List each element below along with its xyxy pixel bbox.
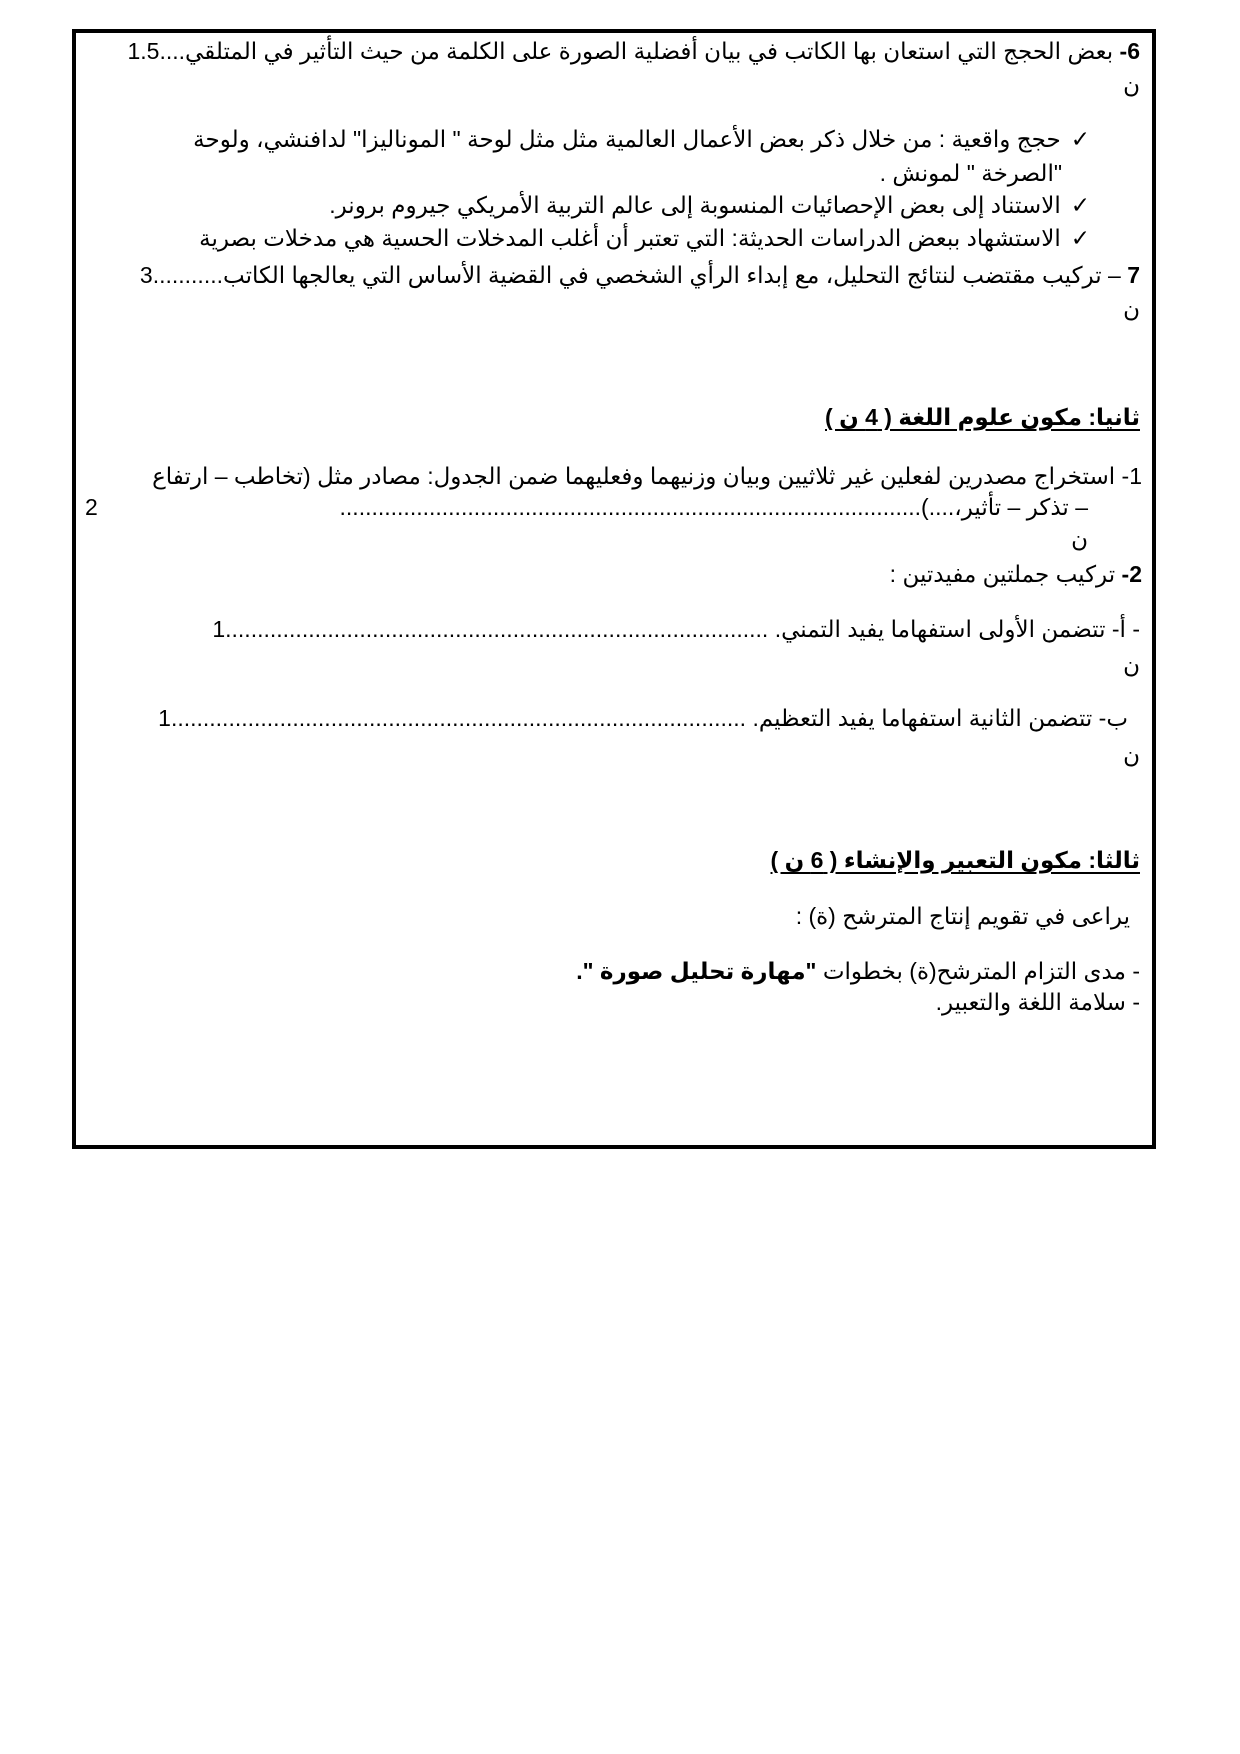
q6-item-3 xyxy=(199,223,1090,253)
s2-q1-line1 xyxy=(152,461,1142,491)
s2-q2-line xyxy=(890,559,1142,589)
section2-heading: ثانيا: مكون علوم اللغة ( 4 ن ) xyxy=(825,404,1140,430)
s2-q2-number: 2- xyxy=(1121,561,1142,587)
s2-q1-number: 1- xyxy=(1121,463,1142,489)
q6-item-3-text: الاستشهاد ببعض الدراسات الحديثة: التي تعتبر أن أغلب المدخلات الحسية هي مدخلات بصرية xyxy=(199,225,1061,251)
s3-criteria-1-bold: "مهارة تحليل صورة ". xyxy=(576,958,817,984)
s2-q2-a-unit: ن xyxy=(1123,652,1140,678)
s2-q2-a-score: 1 xyxy=(212,616,226,642)
checkmark-icon: ✓ xyxy=(1070,192,1090,218)
q6-item-2 xyxy=(329,190,1090,220)
s2-q1-unit: ن xyxy=(1071,526,1088,552)
s2-q2-b-score: 1 xyxy=(158,705,171,731)
s2-q2-a-line xyxy=(212,614,1140,644)
s3-intro: يراعى في تقويم إنتاج المترشح (ة) : xyxy=(795,903,1130,929)
s3-criteria-2: - سلامة اللغة والتعبير. xyxy=(935,989,1140,1015)
s2-q1-score: 2 xyxy=(85,494,98,520)
s2-q2-b-line xyxy=(158,703,1128,733)
q7-line xyxy=(140,260,1140,290)
q6-item-1-cont: "الصرخة " لمونش . xyxy=(879,160,1062,186)
s2-q1-line2 xyxy=(340,492,1088,522)
q6-score: 1.5 xyxy=(127,38,160,64)
s2-q1-dots: ........................................................................................... xyxy=(339,494,922,520)
q7-text: – تركيب مقتضب لنتائج التحليل، مع إبداء الرأي الشخصي في القضية الأساس التي يعالجها الكاتب xyxy=(223,262,1121,288)
checkmark-icon: ✓ xyxy=(1070,225,1090,251)
q7-score: 3 xyxy=(139,262,153,288)
s2-q2-a-text: - أ- تتضمن الأولى استفهاما يفيد التمني. xyxy=(774,616,1140,642)
q6-unit: ن xyxy=(1123,72,1140,98)
q6-dots: .... xyxy=(159,38,186,64)
q7-unit: ن xyxy=(1123,296,1140,322)
section3-heading: ثالثا: مكون التعبير والإنشاء ( 6 ن ) xyxy=(770,847,1140,873)
q6-item-1-text: حجج واقعية : من خلال ذكر بعض الأعمال العالمية مثل مثل لوحة " الموناليزا" لدافنشي، ولوحة xyxy=(193,126,1061,152)
q6-line xyxy=(128,36,1141,66)
s2-q2-b-unit: ن xyxy=(1123,742,1140,768)
q6-item-2-text: الاستناد إلى بعض الإحصائيات المنسوبة إلى عالم التربية الأمريكي جيروم برونر. xyxy=(329,192,1061,218)
q6-number: 6- xyxy=(1119,38,1140,64)
q6-item-1 xyxy=(193,124,1090,154)
s2-q1-text2: – تذكر – تأثير،....) xyxy=(921,494,1088,520)
checkmark-icon: ✓ xyxy=(1070,126,1090,152)
q7-dots: ........... xyxy=(152,262,223,288)
q7-number: 7 xyxy=(1127,262,1140,288)
s3-criteria-1 xyxy=(576,956,1140,986)
s2-q2-b-text: ب- تتضمن الثانية استفهاما يفيد التعظيم. xyxy=(752,705,1128,731)
s3-criteria-1-text: - مدى التزام المترشح(ة) بخطوات xyxy=(822,958,1140,984)
s2-q2-a-dots: ..................................................................................... xyxy=(225,616,769,642)
q6-text: بعض الحجج التي استعان بها الكاتب في بيان أفضلية الصورة على الكلمة من حيث التأثير في المتلقي xyxy=(185,38,1114,64)
s2-q2-text: تركيب جملتين مفيدتين : xyxy=(889,561,1116,587)
s2-q2-b-dots: .......................................................................................... xyxy=(170,705,747,731)
s2-q1-text: استخراج مصدرين لفعلين غير ثلاثيين وبيان وزنيهما وفعليهما ضمن الجدول: مصادر مثل (تخاطب – ارتفاع xyxy=(152,463,1116,489)
